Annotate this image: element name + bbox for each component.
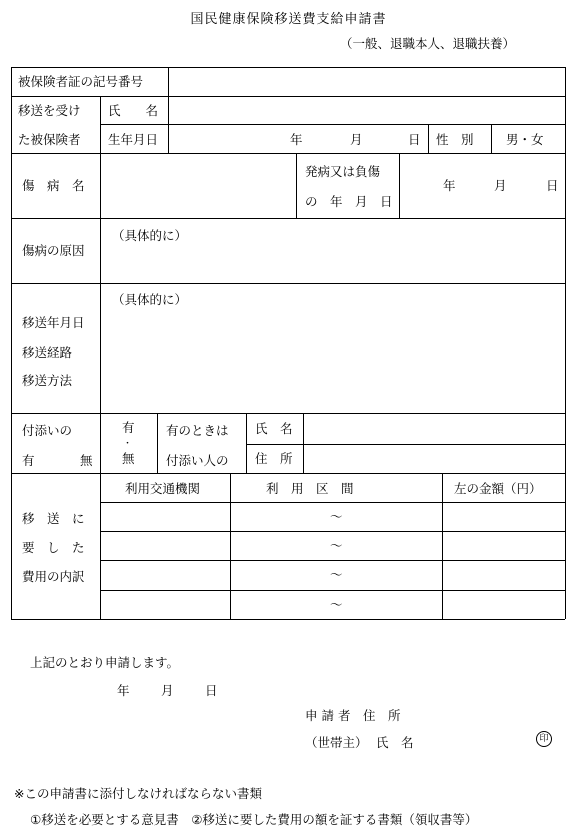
cost-row-range-separator: ～ (330, 538, 343, 553)
attendant-address-field[interactable] (304, 445, 565, 473)
onset-year-unit: 年 (443, 178, 456, 193)
cost-row-transport-field[interactable] (101, 561, 230, 590)
grid-line (11, 67, 12, 619)
grid-line (491, 124, 492, 153)
insured-card-number-label: 被保険者証の記号番号 (18, 74, 144, 89)
name-label: 氏 名 (108, 103, 159, 118)
sex-label: 性 別 (436, 132, 474, 147)
birth-day-unit: 日 (408, 132, 421, 147)
applicant-address-label: 申 請 者 住 所 (305, 708, 401, 723)
form-subtitle: （一般、退職本人、退職扶養） (340, 36, 516, 51)
birth-month-unit: 月 (350, 132, 363, 147)
cost-row-range-separator: ～ (330, 597, 343, 612)
insured-card-number-field[interactable] (169, 68, 565, 96)
cost-row-section-field[interactable] (231, 591, 442, 619)
cost-row-transport-field[interactable] (101, 532, 230, 560)
disease-name-label: 傷 病 名 (22, 178, 85, 193)
applicant-householder-label: （世帯主） (305, 735, 368, 750)
transport-date-label: 移送年月日 (22, 315, 85, 330)
cost-row-amount-field[interactable] (443, 591, 565, 619)
attendant-name-field[interactable] (304, 414, 565, 444)
cause-label: 傷病の原因 (22, 243, 85, 258)
attendant-no-option[interactable]: 無 (122, 451, 135, 466)
cost-label-line3: 費用の内訳 (22, 569, 85, 584)
grid-line (565, 67, 566, 619)
seal-mark: 印 (536, 731, 552, 747)
attendant-label-yes: 有 (22, 453, 35, 468)
attendant-label-no: 無 (80, 453, 93, 468)
birth-year-unit: 年 (290, 132, 303, 147)
cost-row-section-field[interactable] (231, 503, 442, 531)
attachments-list: ①移送を必要とする意見書 ②移送に要した費用の額を証する書類（領収書等） (30, 812, 478, 827)
grid-line (246, 413, 247, 473)
column-header-amount: 左の金額（円） (454, 481, 542, 496)
insured-name-field[interactable] (169, 97, 565, 124)
cost-label-line1: 移 送 に (22, 511, 85, 526)
date-month-unit: 月 (161, 683, 174, 698)
transport-route-label: 移送経路 (22, 345, 73, 360)
transported-insured-label-line1: 移送を受け (18, 103, 81, 118)
application-statement: 上記のとおり申請します。 (30, 655, 180, 670)
cost-label-line2: 要 し た (22, 540, 85, 555)
column-header-section: 利 用 区 間 (266, 481, 354, 496)
grid-line (11, 619, 565, 620)
sex-options[interactable]: 男・女 (506, 132, 544, 147)
attachments-heading: ※この申請書に添付しなければならない書類 (14, 786, 262, 801)
birthdate-label: 生年月日 (108, 132, 159, 147)
cost-row-amount-field[interactable] (443, 532, 565, 560)
date-day-unit: 日 (205, 683, 218, 698)
attendant-option-dot: ・ (123, 439, 133, 449)
onset-date-label-line2: の 年 月 日 (305, 194, 393, 209)
if-yes-label-line2: 付添い人の (166, 453, 229, 468)
onset-date-field[interactable] (400, 154, 565, 218)
cost-row-range-separator: ～ (330, 567, 343, 582)
attendant-label-line1: 付添いの (22, 423, 73, 438)
form-title: 国民健康保険移送費支給申請書 (190, 12, 387, 27)
onset-day-unit: 日 (546, 178, 559, 193)
cause-field[interactable] (101, 219, 565, 283)
attendant-name-label: 氏 名 (255, 421, 293, 436)
transport-method-label: 移送方法 (22, 373, 73, 388)
onset-date-label-line1: 発病又は負傷 (305, 164, 381, 179)
applicant-name-label: 氏 名 (376, 735, 414, 750)
grid-line (11, 473, 565, 474)
cost-row-amount-field[interactable] (443, 561, 565, 590)
cost-row-transport-field[interactable] (101, 591, 230, 619)
grid-line (157, 413, 158, 473)
cost-row-range-separator: ～ (330, 509, 343, 524)
transported-insured-label-line2: た被保険者 (18, 132, 81, 147)
cost-row-transport-field[interactable] (101, 503, 230, 531)
cost-row-amount-field[interactable] (443, 503, 565, 531)
cost-row-section-field[interactable] (231, 532, 442, 560)
attendant-yes-option[interactable]: 有 (122, 420, 135, 435)
cost-row-section-field[interactable] (231, 561, 442, 590)
date-year-unit: 年 (117, 683, 130, 698)
grid-line (428, 124, 429, 153)
column-header-transport-means: 利用交通機関 (125, 481, 201, 496)
grid-line (296, 153, 297, 218)
attendant-address-label: 住 所 (255, 451, 293, 466)
transport-hint: （具体的に） (112, 292, 188, 307)
transport-details-field[interactable] (101, 284, 565, 413)
if-yes-label-line1: 有のときは (166, 423, 229, 438)
onset-month-unit: 月 (494, 178, 507, 193)
disease-name-field[interactable] (101, 154, 296, 218)
cause-hint: （具体的に） (112, 228, 188, 243)
